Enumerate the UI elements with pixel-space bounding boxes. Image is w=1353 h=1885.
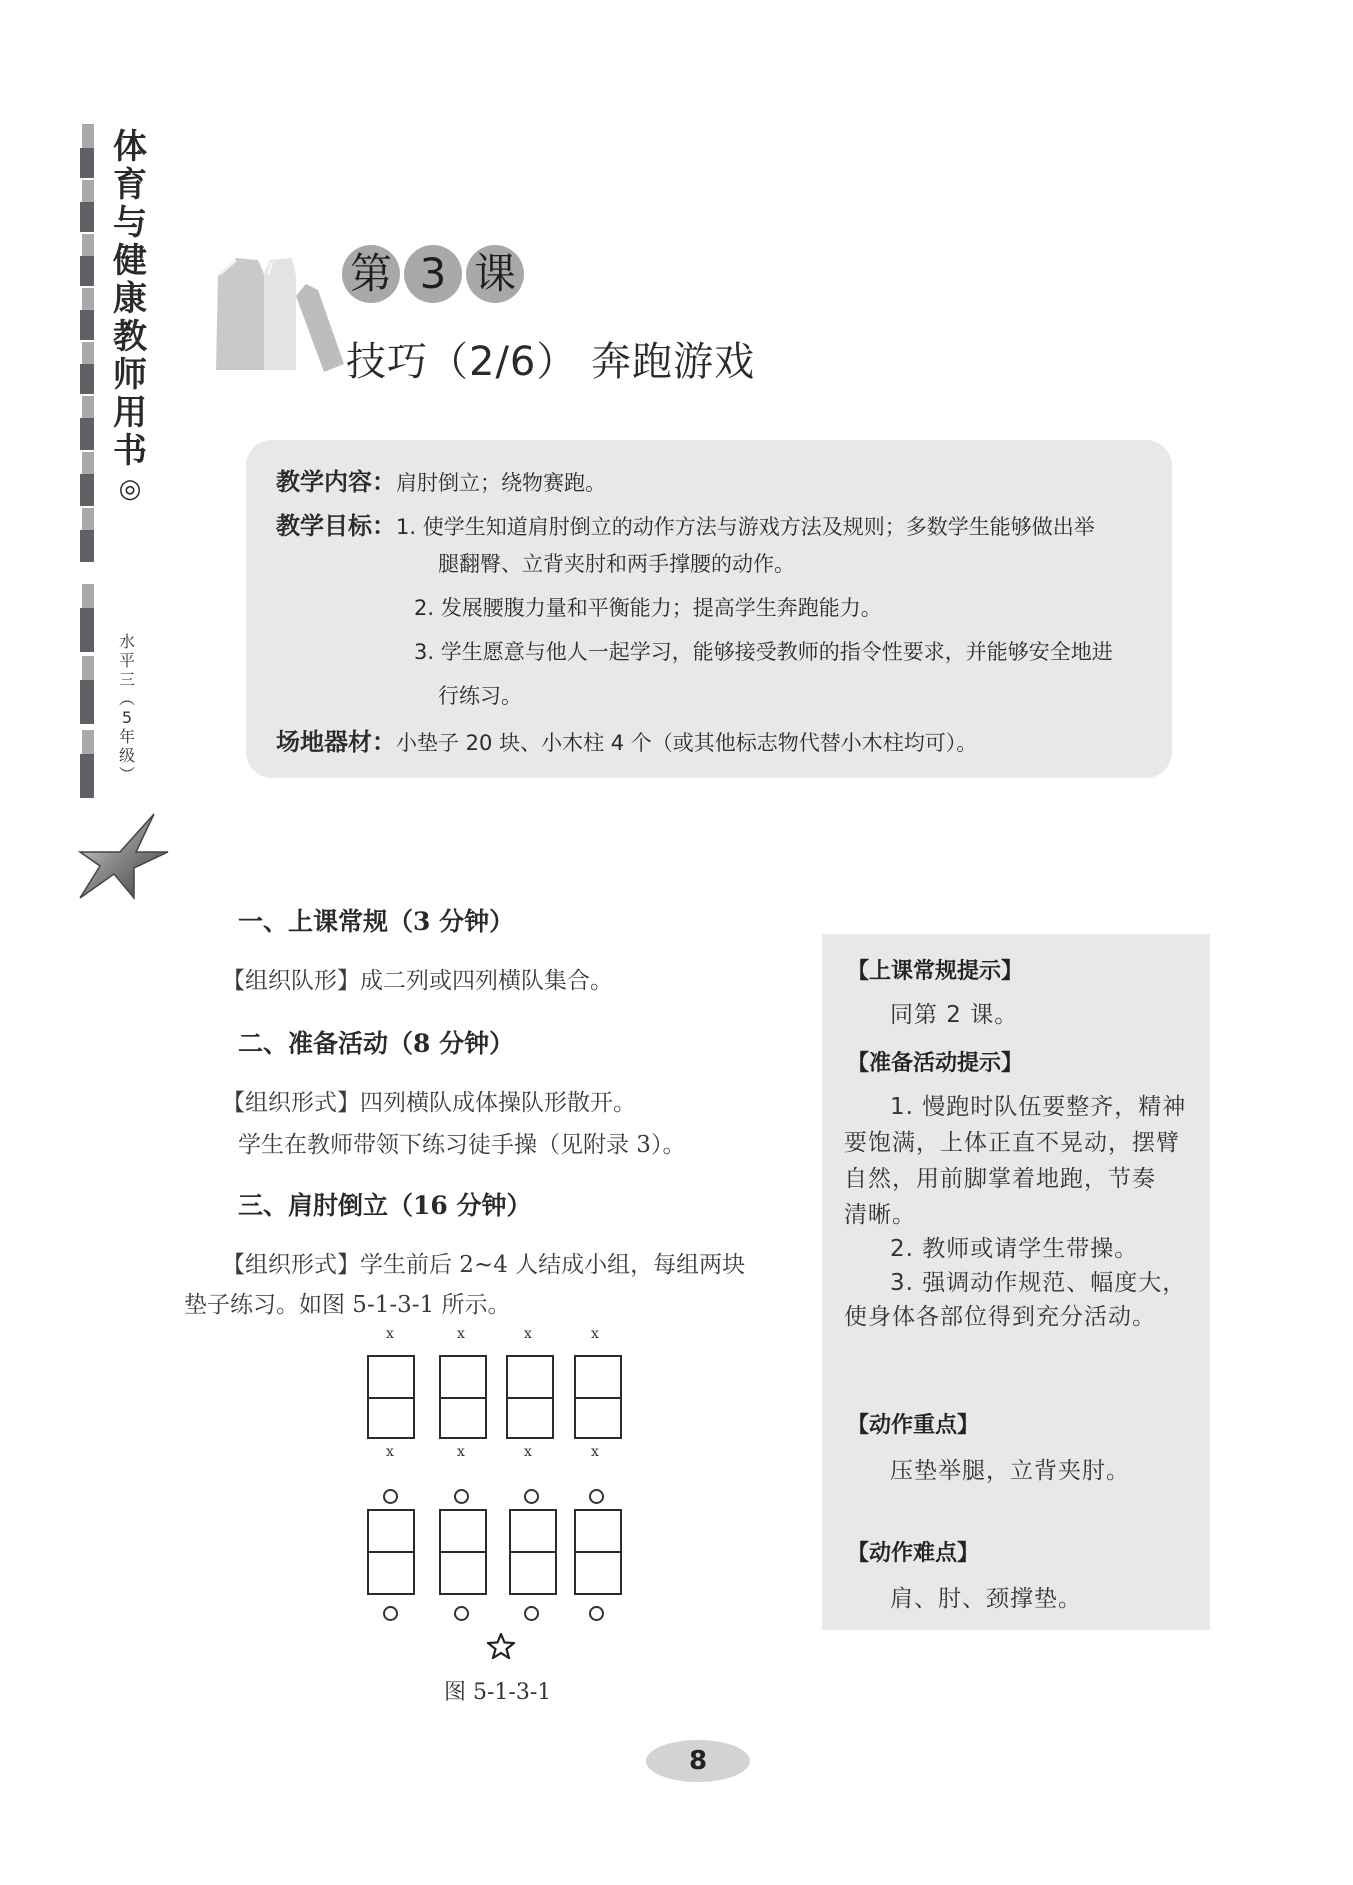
teacher-star-icon (487, 1633, 515, 1659)
section1-text: 【组织队形】成二列或四列横队集合。 (222, 968, 613, 994)
mat (574, 1355, 622, 1439)
bar-segment (80, 754, 94, 798)
tip-heading: 【准备活动提示】 (847, 1051, 1024, 1076)
mat (509, 1509, 557, 1595)
bar-segment (80, 474, 94, 506)
level-label (116, 632, 138, 784)
bar-segment (82, 396, 94, 418)
bar-segment (82, 234, 94, 256)
book-title-char: 康 (113, 279, 147, 319)
page-number: 8 (646, 1740, 750, 1782)
tip-heading: 【动作重点】 (847, 1413, 980, 1438)
goal-1-line2: 腿翻臀、立背夹肘和两手撑腰的动作。 (438, 552, 795, 576)
books-icon (206, 246, 346, 374)
bar-segment (80, 148, 94, 178)
tip-heading: 【动作难点】 (847, 1541, 980, 1566)
book-title-char: 用 (113, 393, 147, 433)
mat (439, 1355, 487, 1439)
bar-segment (82, 730, 94, 754)
post-marker (589, 1489, 604, 1504)
book-title-char: 健 (113, 241, 147, 281)
lesson-badge: 课 (466, 245, 524, 303)
content-label: 教学内容： (276, 468, 396, 496)
student-mark: x (386, 1326, 394, 1342)
tip-text: 清晰。 (844, 1202, 916, 1228)
bar-segment (82, 288, 94, 310)
content-text: 肩肘倒立；绕物赛跑。 (396, 471, 606, 495)
level-char: 级 (118, 746, 135, 765)
book-title-char: 教 (113, 317, 147, 357)
student-mark: x (524, 1444, 532, 1460)
bar-segment (80, 202, 94, 232)
equipment-label: 场地器材： (276, 728, 396, 756)
lesson-subtitle: 技巧（2/6） 奔跑游戏 (346, 339, 756, 385)
goal-3-line1: 3. 学生愿意与他人一起学习，能够接受教师的指令性要求，并能够安全地进 (414, 640, 1113, 664)
student-mark: x (386, 1444, 394, 1460)
post-marker (454, 1489, 469, 1504)
mat (367, 1509, 415, 1595)
book-title (110, 128, 150, 508)
level-char: 5 (121, 708, 133, 727)
post-marker (524, 1606, 539, 1621)
section2-title: 二、准备活动（8 分钟） (238, 1029, 515, 1058)
tip-text: 使身体各部位得到充分活动。 (844, 1304, 1156, 1330)
section3-text1: 【组织形式】学生前后 2~4 人结成小组，每组两块 (222, 1252, 746, 1278)
goal-1-line1: 1. 使学生知道肩肘倒立的动作方法与游戏方法及规则；多数学生能够做出举 (396, 515, 1095, 539)
student-mark: x (457, 1326, 465, 1342)
mat (574, 1509, 622, 1595)
content-row (276, 462, 606, 497)
level-char: ︵ (118, 689, 135, 708)
post-marker (383, 1489, 398, 1504)
figure-caption: 图 5-1-3-1 (444, 1680, 552, 1705)
bar-segment (80, 530, 94, 562)
level-char: 年 (118, 727, 135, 746)
book-title-char: 体 (113, 127, 147, 167)
bar-segment (80, 310, 94, 340)
book-title-char: 书 (113, 431, 147, 471)
bar-segment (82, 584, 94, 608)
mat (439, 1509, 487, 1595)
section1-title: 一、上课常规（3 分钟） (238, 907, 515, 936)
level-char: 水 (118, 632, 135, 651)
book-title-char: 与 (113, 203, 147, 243)
book-title-char: 师 (113, 355, 147, 395)
post-marker (383, 1606, 398, 1621)
tip-text: 肩、肘、颈撑垫。 (890, 1586, 1082, 1612)
bar-segment (82, 124, 94, 148)
section2-text1: 【组织形式】四列横队成体操队形散开。 (222, 1090, 636, 1116)
section3-text2: 垫子练习。如图 5-1-3-1 所示。 (184, 1292, 511, 1318)
tip-text: 要饱满，上体正直不晃动，摆臂 (844, 1130, 1180, 1156)
mat (506, 1355, 554, 1439)
tip-heading: 【上课常规提示】 (847, 959, 1024, 984)
student-mark: x (591, 1326, 599, 1342)
goal-row (276, 506, 1095, 541)
post-marker (589, 1606, 604, 1621)
bar-segment (82, 342, 94, 364)
bar-segment (82, 452, 94, 474)
level-char: ︶ (118, 765, 135, 784)
bar-segment (80, 680, 94, 724)
mat (367, 1355, 415, 1439)
post-marker (524, 1489, 539, 1504)
bar-segment (80, 256, 94, 286)
section3-title: 三、肩肘倒立（16 分钟） (238, 1191, 532, 1220)
lesson-badge: 第 (342, 245, 400, 303)
lesson-info-box (246, 440, 1172, 778)
goal-label: 教学目标： (276, 512, 396, 540)
bar-segment (82, 180, 94, 202)
bar-segment (80, 418, 94, 450)
level-char: 平 (118, 651, 135, 670)
goal-3-line2: 行练习。 (438, 684, 522, 708)
star-icon (78, 812, 170, 900)
tip-text: 同第 2 课。 (890, 1002, 1019, 1028)
book-title-char: ◎ (118, 474, 142, 504)
lesson-badge: 3 (404, 245, 462, 303)
bar-segment (82, 656, 94, 680)
tip-text: 3. 强调动作规范、幅度大， (890, 1270, 1187, 1296)
section2-text2: 学生在教师带领下练习徒手操（见附录 3）。 (238, 1132, 686, 1158)
student-mark: x (524, 1326, 532, 1342)
goal-2: 2. 发展腰腹力量和平衡能力；提高学生奔跑能力。 (414, 596, 882, 620)
tip-text: 压垫举腿，立背夹肘。 (890, 1458, 1130, 1484)
student-mark: x (457, 1444, 465, 1460)
bar-segment (80, 608, 94, 652)
bar-segment (82, 508, 94, 530)
student-mark: x (591, 1444, 599, 1460)
equipment-text: 小垫子 20 块、小木柱 4 个（或其他标志物代替小木柱均可）。 (396, 731, 978, 755)
tip-text: 自然，用前脚掌着地跑，节奏 (844, 1166, 1156, 1192)
equipment-row (276, 722, 977, 757)
post-marker (454, 1606, 469, 1621)
level-char: 三 (118, 670, 135, 689)
tip-text: 1. 慢跑时队伍要整齐，精神 (890, 1094, 1187, 1120)
bar-segment (80, 364, 94, 394)
tips-panel (822, 934, 1210, 1630)
book-title-char: 育 (113, 165, 147, 205)
tip-text: 2. 教师或请学生带操。 (890, 1236, 1139, 1262)
